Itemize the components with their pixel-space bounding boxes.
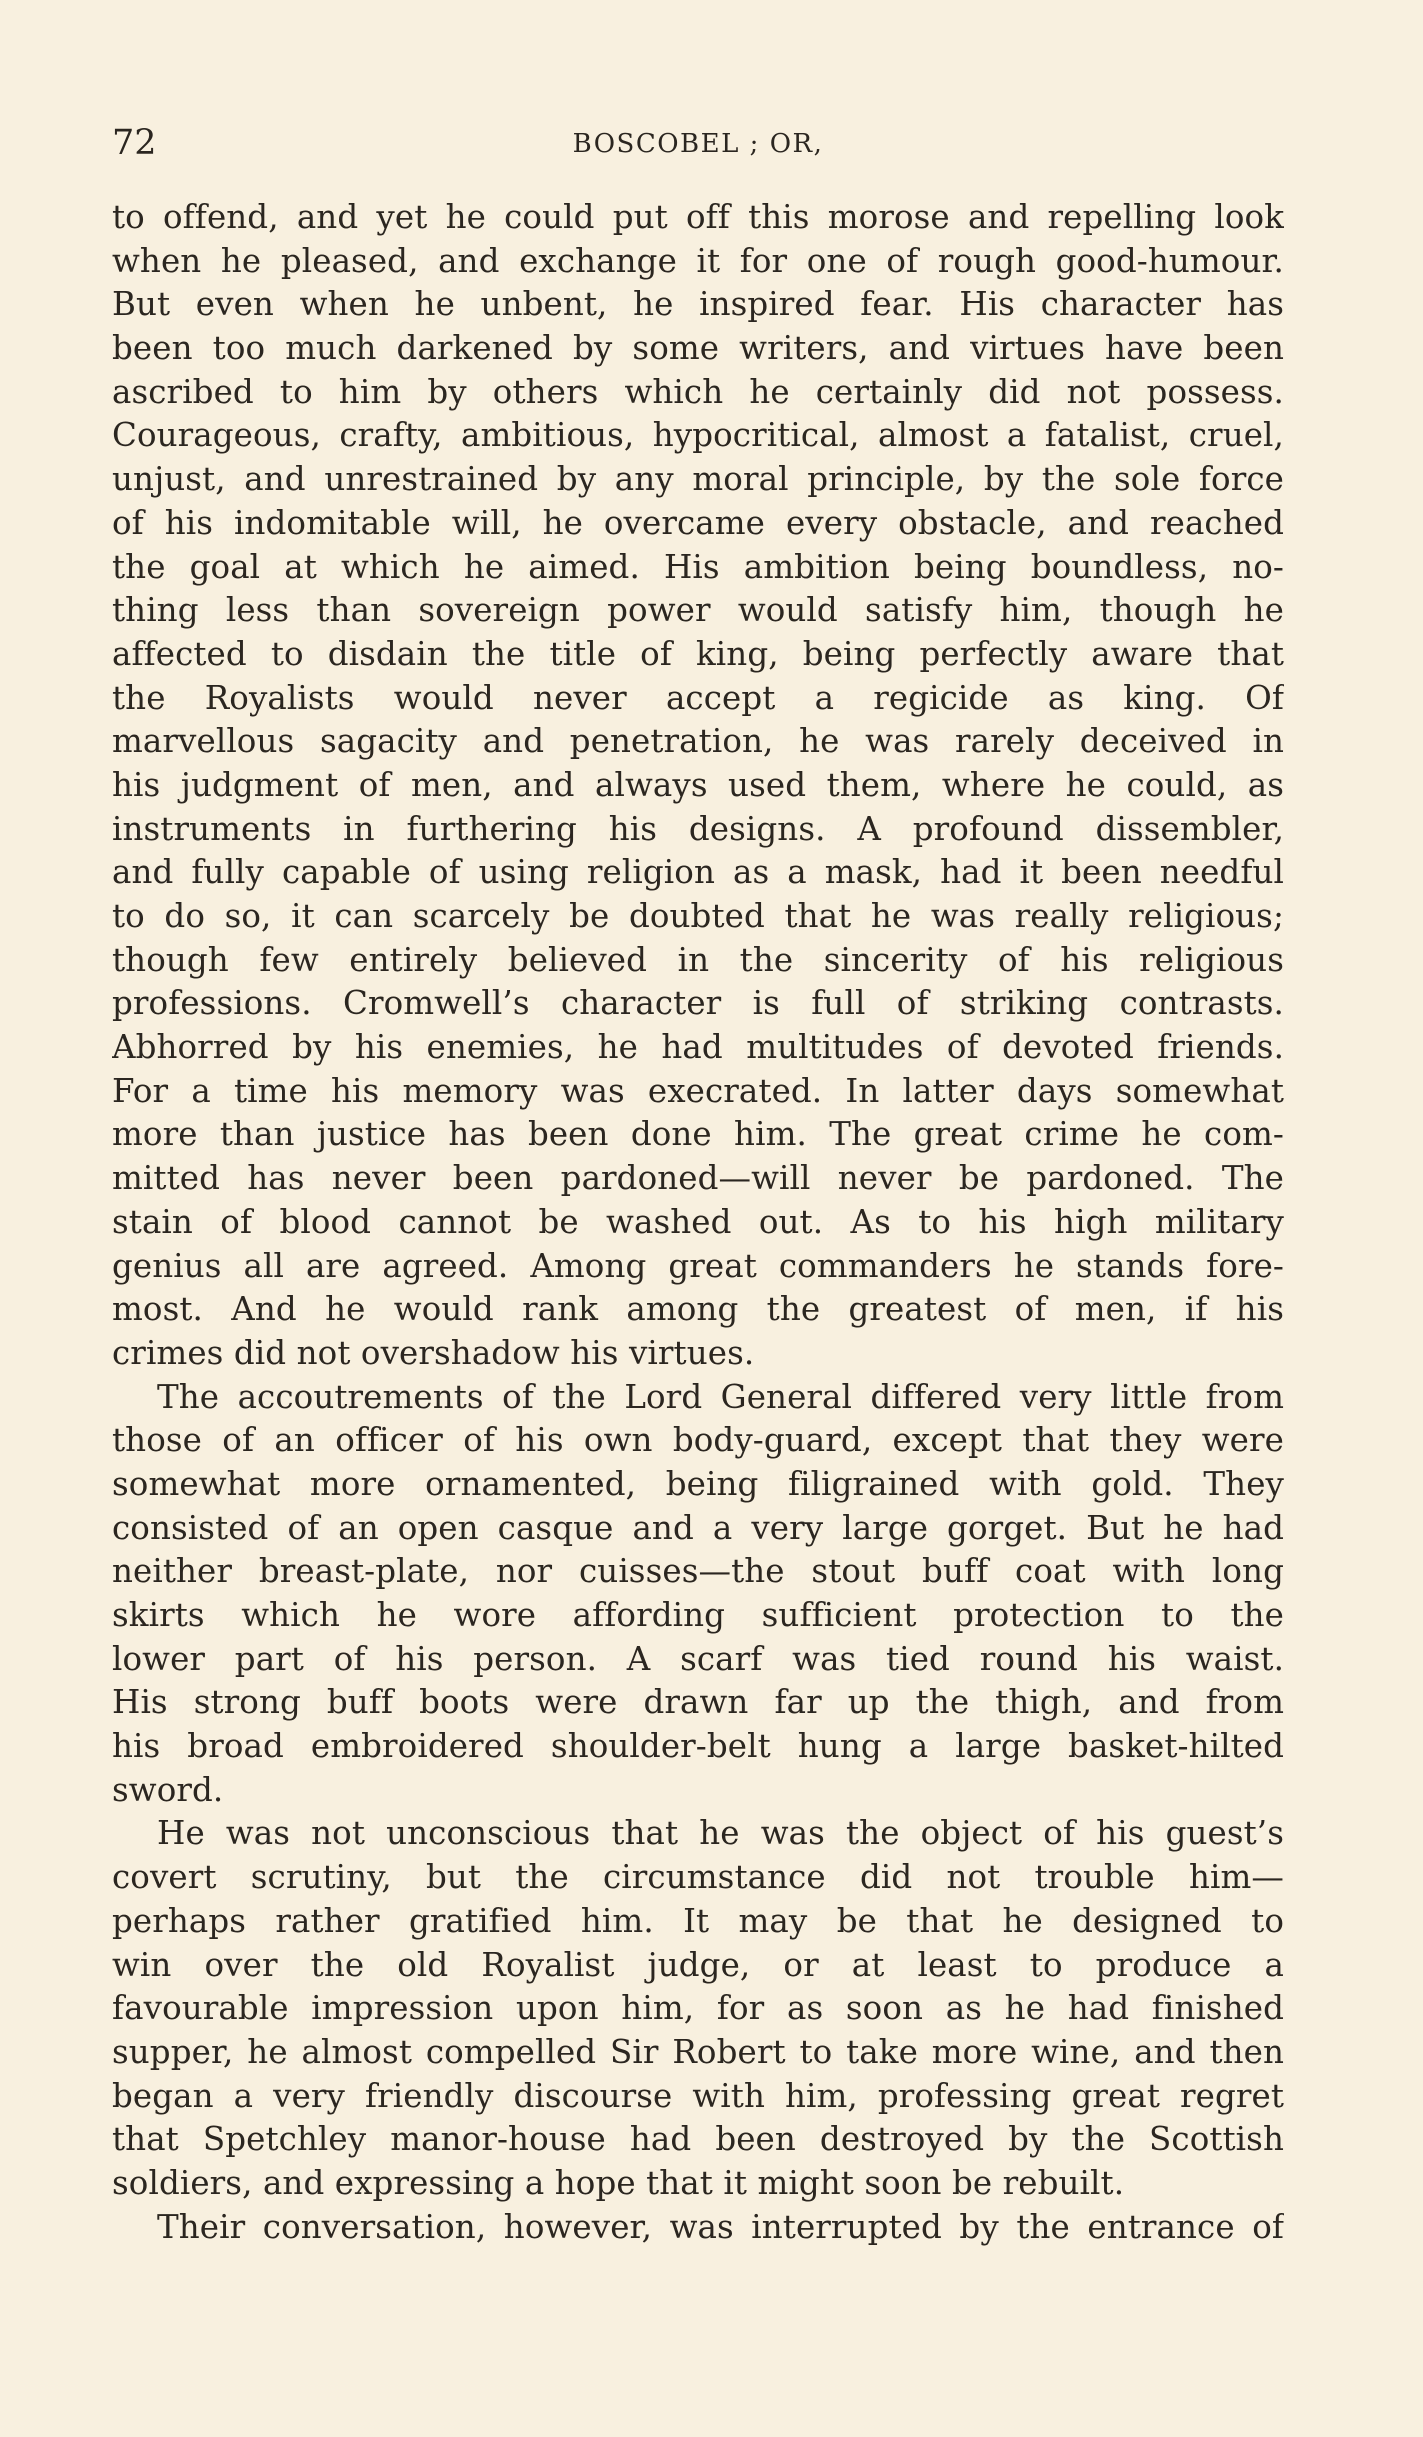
text-line: neither breast-plate, nor cuisses—the stout buff coat with long [112, 1552, 1284, 1591]
text-line: thing less than sovereign power would satisfy him, though he [112, 591, 1284, 630]
text-line: that Spetchley manor-house had been destroyed by the Scottish [112, 2120, 1284, 2159]
text-line: somewhat more ornamented, being filigrained with gold. They [112, 1464, 1284, 1503]
text-line: covert scrutiny, but the circumstance did not trouble him— [112, 1858, 1284, 1897]
text-line: his judgment of men, and always used them, where he could, as [112, 765, 1284, 804]
text-line: soldiers, and expressing a hope that it might soon be rebuilt. [112, 2163, 1125, 2202]
text-line: unjust, and unrestrained by any moral principle, by the sole force [112, 460, 1284, 499]
text-line: Abhorred by his enemies, he had multitudes of devoted friends. [112, 1028, 1284, 1067]
text-line: affected to disdain the title of king, being perfectly aware that [112, 634, 1284, 673]
text-line: professions. Cromwell’s character is full of striking contrasts. [112, 984, 1284, 1023]
text-line: ascribed to him by others which he certainly did not possess. [112, 372, 1284, 411]
paragraph [112, 1376, 1284, 1813]
text-line: Courageous, crafty, ambitious, hypocritical, almost a fatalist, cruel, [112, 416, 1284, 455]
text-line: and fully capable of using religion as a mask, had it been needful [112, 853, 1284, 892]
text-line: most. And he would rank among the greatest of men, if his [112, 1290, 1284, 1329]
text-line: favourable impression upon him, for as soon as he had finished [112, 1989, 1284, 2028]
paragraph [112, 196, 1284, 1376]
text-line: mitted has never been pardoned—will never be pardoned. The [112, 1159, 1284, 1198]
text-line: those of an officer of his own body-guard, except that they were [112, 1421, 1284, 1460]
text-line: He was not unconscious that he was the object of his guest’s [157, 1814, 1284, 1853]
text-line: lower part of his person. A scarf was tied round his waist. [112, 1639, 1284, 1678]
text-line: supper, he almost compelled Sir Robert to take more wine, and then [112, 2032, 1284, 2071]
text-line: genius all are agreed. Among great commanders he stands fore- [112, 1246, 1284, 1285]
text-line: perhaps rather gratified him. It may be that he designed to [112, 1901, 1284, 1940]
running-head [112, 118, 1284, 168]
text-line: sword. [112, 1770, 224, 1809]
text-line: his broad embroidered shoulder-belt hung a large basket-hilted [112, 1727, 1284, 1766]
text-line: marvellous sagacity and penetration, he was rarely deceived in [112, 722, 1284, 761]
text-line: of his indomitable will, he overcame every obstacle, and reached [112, 503, 1284, 542]
text-line: began a very friendly discourse with him, professing great regret [112, 2076, 1284, 2115]
text-line: The accoutrements of the Lord General differed very little from [157, 1377, 1284, 1416]
text-line: For a time his memory was execrated. In latter days somewhat [112, 1071, 1284, 1110]
text-line: the Royalists would never accept a regicide as king. Of [112, 678, 1284, 717]
text-line: instruments in furthering his designs. A profound dissembler, [112, 809, 1284, 848]
text-line: crimes did not overshadow his virtues. [112, 1333, 755, 1372]
text-line: win over the old Royalist judge, or at least to produce a [112, 1945, 1284, 1984]
text-line: more than justice has been done him. The great crime he com- [112, 1115, 1284, 1154]
text-line: to offend, and yet he could put off this morose and repelling look [112, 198, 1284, 236]
text-line: been too much darkened by some writers, and virtues have been [112, 329, 1284, 368]
paragraph [112, 1812, 1284, 2205]
text-line: though few entirely believed in the sincerity of his religious [112, 940, 1284, 979]
running-title: BOSCOBEL ; OR, [572, 129, 824, 159]
text-line: Their conversation, however, was interrupted by the entrance of [157, 2207, 1284, 2246]
paragraph [112, 2206, 1284, 2250]
page-number: 72 [112, 123, 157, 163]
text-line: His strong buff boots were drawn far up the thigh, and from [112, 1683, 1284, 1722]
text-line: stain of blood cannot be washed out. As to his high military [112, 1202, 1284, 1241]
text-line: the goal at which he aimed. His ambition being boundless, no- [112, 547, 1284, 586]
body-text [112, 196, 1284, 2249]
text-line: But even when he unbent, he inspired fear. His character has [112, 285, 1284, 324]
text-line: to do so, it can scarcely be doubted that he was really religious; [112, 897, 1284, 935]
text-line: skirts which he wore affording sufficient protection to the [112, 1596, 1284, 1634]
text-line: when he pleased, and exchange it for one of rough good-humour. [112, 241, 1284, 280]
text-line: consisted of an open casque and a very large gorget. But he had [112, 1508, 1284, 1547]
